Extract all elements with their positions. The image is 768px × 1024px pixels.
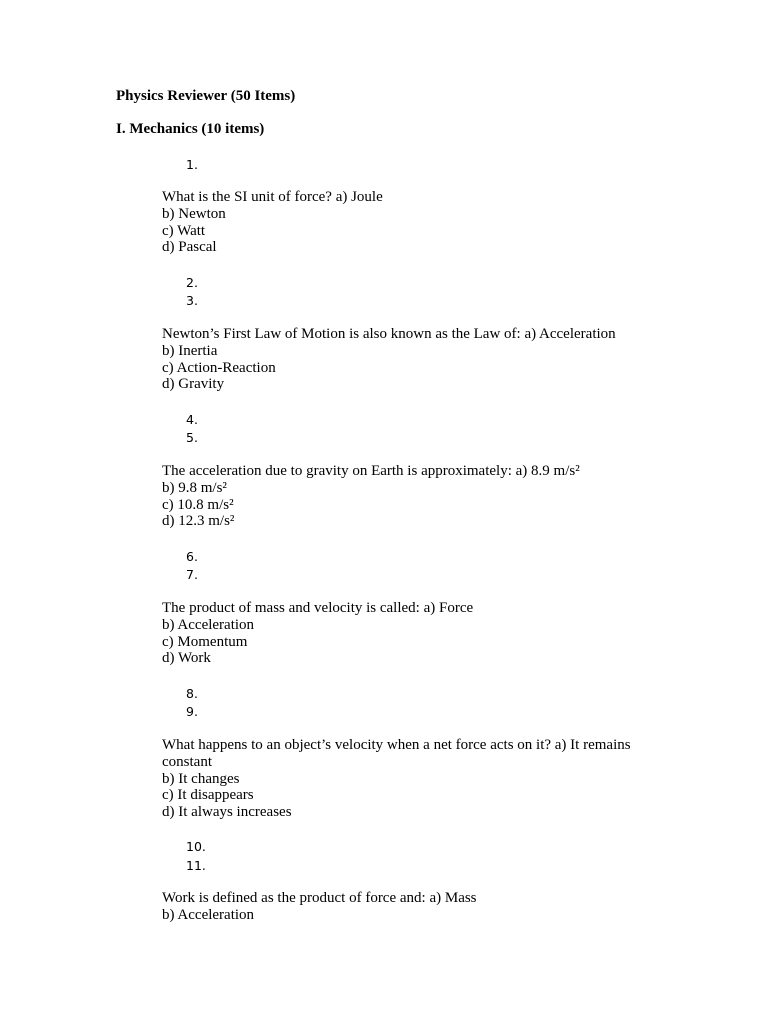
list-number: 7. <box>186 567 198 582</box>
answer-option: b) 9.8 m/s² <box>162 479 227 496</box>
answer-option: b) Acceleration <box>162 906 255 923</box>
answer-option: c) Action-Reaction <box>162 359 276 376</box>
list-number: 1. <box>186 157 198 172</box>
answer-option: d) It always increases <box>162 804 292 821</box>
list-number: 2. <box>186 275 198 290</box>
list-number: 5. <box>186 430 198 445</box>
question-text: Work is defined as the product of force and: a) Mass <box>162 890 477 906</box>
list-number: 6. <box>186 549 198 564</box>
question-3 <box>162 463 662 530</box>
question-text-continued: constant <box>162 753 212 770</box>
question-5 <box>162 737 662 821</box>
list-number: 10. <box>186 839 206 854</box>
list-number: 8. <box>186 686 198 701</box>
list-number: 11. <box>186 858 206 873</box>
document-title: Physics Reviewer (50 Items) <box>116 88 296 104</box>
question-text: The acceleration due to gravity on Earth is approximately: a) 8.9 m/s² <box>162 463 580 479</box>
question-text: What is the SI unit of force? a) Joule <box>162 189 383 205</box>
question-text: What happens to an object’s velocity when a net force acts on it? a) It remains <box>162 737 631 753</box>
answer-option: b) Newton <box>162 205 226 222</box>
answer-option: c) Watt <box>162 222 206 239</box>
list-number: 4. <box>186 412 198 427</box>
question-text: The product of mass and velocity is called: a) Force <box>162 600 474 616</box>
question-4 <box>162 600 662 667</box>
question-text: Newton’s First Law of Motion is also known as the Law of: a) Acceleration <box>162 326 616 342</box>
question-1 <box>162 189 662 256</box>
answer-option: c) 10.8 m/s² <box>162 496 234 513</box>
list-number: 3. <box>186 293 198 308</box>
question-2 <box>162 326 662 393</box>
question-6 <box>162 890 662 924</box>
answer-option: d) Pascal <box>162 239 217 256</box>
answer-option: c) Momentum <box>162 633 248 650</box>
section-heading: I. Mechanics (10 items) <box>116 121 265 137</box>
answer-option: b) Acceleration <box>162 616 255 633</box>
answer-option: d) Gravity <box>162 376 225 393</box>
list-number: 9. <box>186 704 198 719</box>
answer-option: c) It disappears <box>162 787 254 804</box>
answer-option: b) It changes <box>162 770 240 787</box>
answer-option: d) 12.3 m/s² <box>162 513 235 530</box>
answer-option: d) Work <box>162 650 211 667</box>
answer-option: b) Inertia <box>162 342 218 359</box>
